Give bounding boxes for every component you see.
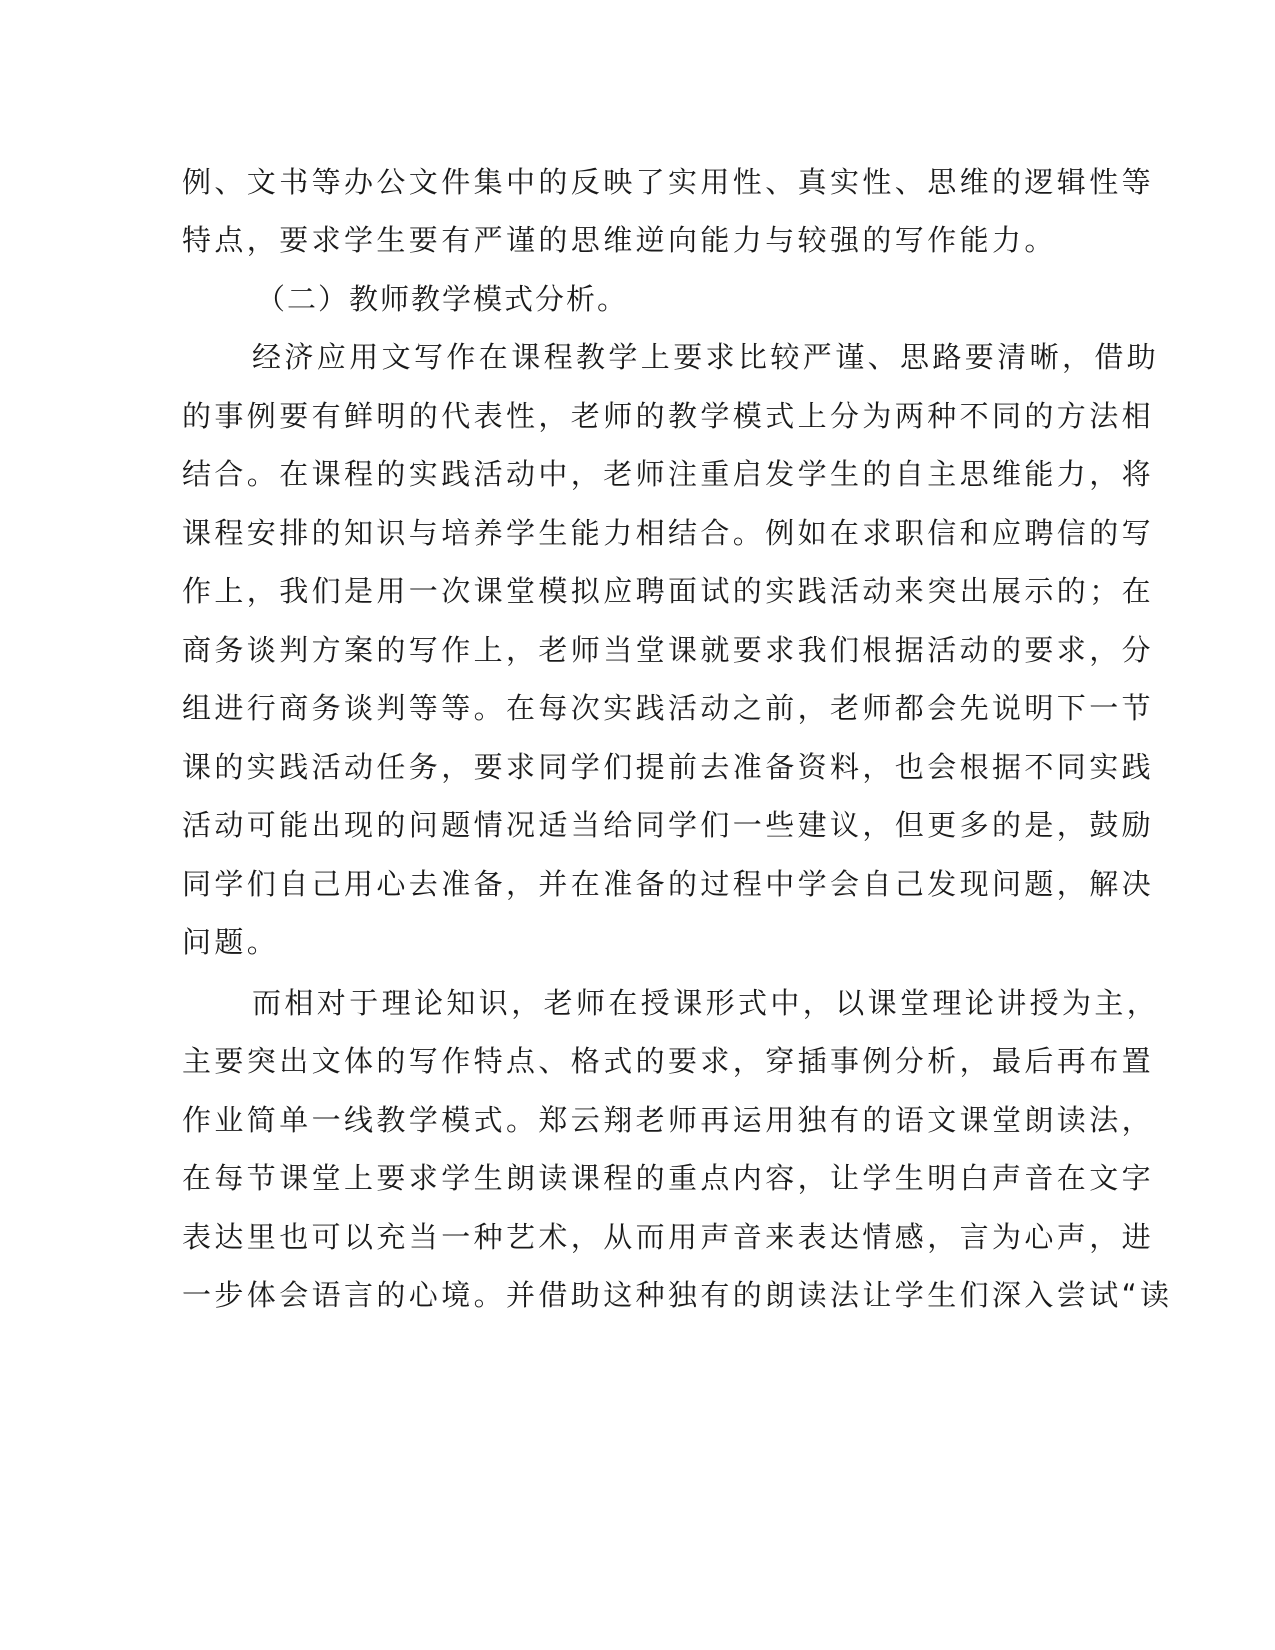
text-line: 活动可能出现的问题情况适当给同学们一些建议，但更多的是，鼓励: [182, 808, 1155, 842]
text-line: 课程安排的知识与培养学生能力相结合。例如在求职信和应聘信的写: [182, 516, 1155, 550]
text-line: 而相对于理论知识，老师在授课形式中，以课堂理论讲授为主，: [252, 986, 1160, 1020]
text-line: 的事例要有鲜明的代表性，老师的教学模式上分为两种不同的方法相: [182, 399, 1155, 433]
text-line: 表达里也可以充当一种艺术，从而用声音来表达情感，言为心声，进: [182, 1220, 1155, 1254]
text-line: 例、文书等办公文件集中的反映了实用性、真实性、思维的逻辑性等: [182, 165, 1155, 199]
text-line: 问题。: [182, 925, 280, 959]
text-line: 一步体会语言的心境。并借助这种独有的朗读法让学生们深入尝试“读: [182, 1278, 1173, 1312]
text-line: 课的实践活动任务，要求同学们提前去准备资料，也会根据不同实践: [182, 750, 1155, 784]
text-line: 组进行商务谈判等等。在每次实践活动之前，老师都会先说明下一节: [182, 691, 1155, 725]
section-heading: （二）教师教学模式分析。: [256, 282, 629, 316]
text-line: 商务谈判方案的写作上，老师当堂课就要求我们根据活动的要求，分: [182, 633, 1155, 667]
text-line: 特点，要求学生要有严谨的思维逆向能力与较强的写作能力。: [182, 223, 1057, 257]
text-line: 经济应用文写作在课程教学上要求比较严谨、思路要清晰，借助: [252, 340, 1160, 374]
text-line: 在每节课堂上要求学生朗读课程的重点内容，让学生明白声音在文字: [182, 1161, 1155, 1195]
text-line: 作业简单一线教学模式。郑云翔老师再运用独有的语文课堂朗读法，: [182, 1103, 1155, 1137]
text-line: 作上，我们是用一次课堂模拟应聘面试的实践活动来突出展示的；在: [182, 574, 1155, 608]
text-line: 同学们自己用心去准备，并在准备的过程中学会自己发现问题，解决: [182, 867, 1155, 901]
text-line: 结合。在课程的实践活动中，老师注重启发学生的自主思维能力，将: [182, 457, 1155, 491]
text-line: 主要突出文体的写作特点、格式的要求，穿插事例分析，最后再布置: [182, 1044, 1155, 1078]
